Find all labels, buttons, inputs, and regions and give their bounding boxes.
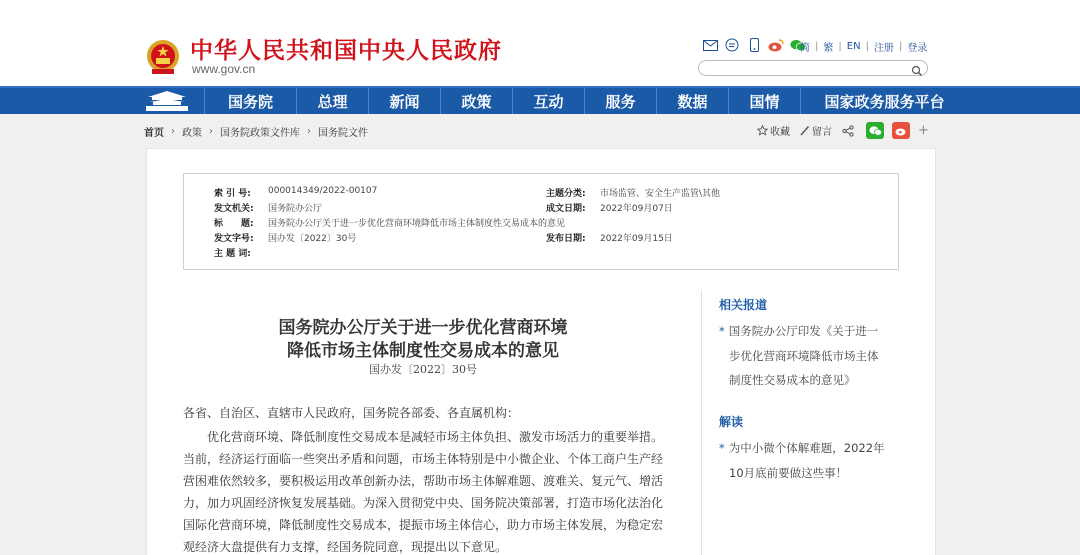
article-paragraph-line: 各省、自治区、直辖市人民政府，国务院各部委、各直属机构： (183, 406, 520, 420)
more-share-button[interactable]: + (918, 123, 929, 138)
share-button[interactable] (842, 125, 856, 137)
mail-icon[interactable] (702, 38, 718, 52)
comment-label: 留言 (812, 127, 832, 138)
article-paragraph-line: 国际化营商环境，降低制度性交易成本，提振市场主体信心，助力市场主体发展，为稳定宏 (183, 518, 664, 532)
meta-date-written (546, 201, 673, 214)
interpretation-heading: 解读 (719, 415, 744, 429)
nav-item-news[interactable]: 新闻 (368, 88, 440, 114)
article-paragraph-line: 优化营商环境、降低制度性交易成本是减轻市场主体负担、激发市场活力的重要举措。 (183, 430, 664, 444)
english-link[interactable]: EN (846, 41, 861, 52)
site-header (0, 0, 1080, 86)
nav-item-premier[interactable]: 总理 (296, 88, 368, 114)
nav-item-gov-service-platform[interactable]: 国家政务服务平台 (800, 88, 968, 114)
search-box (698, 60, 928, 76)
gate-of-heavenly-peace-icon[interactable] (144, 90, 190, 112)
meta-label: 主题分类: (546, 189, 586, 199)
star-icon (757, 125, 768, 136)
meta-publish-date (546, 231, 673, 244)
link-text: 《关于进一 (820, 324, 879, 338)
nav-item-service[interactable]: 服务 (584, 88, 656, 114)
meta-label: 标 题: (214, 219, 254, 229)
meta-doc-no (214, 231, 356, 244)
favorite-label: 收藏 (770, 127, 790, 138)
breadcrumb-policy-library[interactable]: 国务院政策文件库 (220, 128, 300, 139)
meta-label: 发文字号: (214, 234, 254, 244)
weibo-icon[interactable] (768, 38, 784, 52)
favorite-button[interactable] (757, 123, 790, 138)
chevron-right-icon: › (171, 126, 175, 137)
nav-item-data[interactable]: 数据 (656, 88, 728, 114)
list-item (719, 319, 919, 344)
traditional-chinese-link[interactable]: 繁 (823, 43, 834, 54)
article-title-line-1: 国务院办公厅关于进一步优化营商环境 (278, 318, 568, 338)
breadcrumb-policy[interactable]: 政策 (182, 128, 202, 139)
site-url[interactable]: www.gov.cn (192, 62, 256, 76)
article-title-line-2: 降低市场主体制度性交易成本的意见 (287, 341, 559, 361)
article-doc-number: 国办发〔2022〕30号 (369, 363, 477, 376)
bullet-icon: * (719, 441, 725, 455)
meta-value: 市场监管、安全生产监管\其他 (600, 189, 721, 199)
meta-value: 国办发〔2022〕30号 (268, 234, 357, 244)
related-reports-section (719, 296, 919, 393)
meta-value: 2022年09月15日 (600, 234, 673, 244)
article-paragraph-line: 营困难依然较多，要积极运用改革创新办法，帮助市场主体解难题、渡难关、复元气、增活 (183, 474, 664, 488)
main-nav (0, 86, 1080, 114)
comment-button[interactable] (800, 123, 832, 138)
nav-item-state-council[interactable]: 国务院 (204, 88, 296, 114)
list-item: 制度性交易成本的意见》 (729, 373, 856, 387)
list-item: 步优化营商环境降低市场主体 (729, 348, 879, 363)
article-paragraph-line: 当前，经济运行面临一些突出矛盾和问题，市场主体特别是中小微企业、个体工商户生产经 (183, 452, 664, 466)
meta-label: 发文机关: (214, 204, 254, 214)
divider: | (865, 41, 869, 52)
article-paragraph-line: 观经济大盘提供有力支撑，经国务院同意，现提出以下意见。 (183, 540, 508, 554)
wechat-icon (869, 126, 882, 136)
chat-bubble-icon[interactable] (724, 38, 740, 52)
meta-label: 发布日期: (546, 234, 586, 244)
weibo-icon (895, 126, 908, 136)
site-title[interactable]: 中华人民共和国中央人民政府 (190, 37, 502, 64)
weibo-share-button[interactable] (892, 122, 910, 139)
interpretation-link[interactable] (719, 436, 919, 485)
document-meta-table (183, 173, 899, 270)
article-card (146, 148, 936, 555)
meta-value: 2022年09月07日 (600, 204, 673, 214)
simplified-chinese-link[interactable]: 简 (800, 43, 810, 54)
meta-index-no (214, 186, 377, 199)
link-text: 国务院办公厅印发 (728, 324, 821, 338)
nav-item-policy[interactable]: 政策 (440, 88, 512, 114)
wechat-share-button[interactable] (866, 122, 884, 139)
header-icon-bar (702, 38, 806, 52)
language-links (800, 39, 927, 54)
interpretation-section (719, 413, 919, 485)
meta-issuer (214, 201, 322, 214)
share-icon (842, 125, 854, 137)
bullet-icon: * (719, 324, 725, 338)
divider: | (898, 41, 903, 52)
list-item: 10月底前要做这些事！ (729, 465, 848, 480)
divider: | (815, 41, 819, 52)
related-reports-heading: 相关报道 (719, 298, 768, 312)
chevron-right-icon: › (307, 126, 311, 137)
article-tools (757, 122, 929, 139)
meta-label: 主 题 词: (214, 249, 251, 259)
meta-category (546, 186, 720, 199)
link-text: 为中小微个体解难题，2022年 (728, 441, 885, 455)
breadcrumb (144, 124, 368, 139)
article-paragraph-line: 力，加力巩固经济恢复发展基础。为深入贯彻党中央、国务院决策部署，打造市场化法治化 (183, 496, 664, 510)
divider: | (838, 41, 842, 52)
search-input[interactable] (707, 67, 907, 81)
meta-value: 000014349/2022-00107 (268, 186, 378, 196)
meta-title (214, 216, 565, 229)
nav-menu (204, 88, 968, 114)
nav-item-interaction[interactable]: 互动 (512, 88, 584, 114)
mobile-icon[interactable] (746, 38, 762, 52)
nav-item-national-info[interactable]: 国情 (728, 88, 800, 114)
meta-value: 国务院办公厅关于进一步优化营商环境降低市场主体制度性交易成本的意见 (268, 219, 566, 229)
list-item (719, 436, 919, 461)
national-emblem-icon[interactable] (146, 38, 180, 76)
breadcrumb-state-council-docs[interactable]: 国务院文件 (318, 128, 368, 139)
login-link[interactable]: 登录 (907, 43, 928, 54)
meta-keywords (214, 246, 268, 259)
meta-label: 索 引 号: (214, 189, 251, 199)
column-divider (701, 290, 702, 555)
related-report-link[interactable] (719, 319, 919, 393)
pencil-icon (800, 125, 810, 136)
breadcrumb-home[interactable]: 首页 (144, 128, 164, 139)
register-link[interactable]: 注册 (873, 43, 894, 54)
meta-label: 成文日期: (546, 204, 586, 214)
search-icon[interactable] (911, 62, 923, 81)
meta-value: 国务院办公厅 (268, 204, 323, 214)
chevron-right-icon: › (209, 126, 213, 137)
